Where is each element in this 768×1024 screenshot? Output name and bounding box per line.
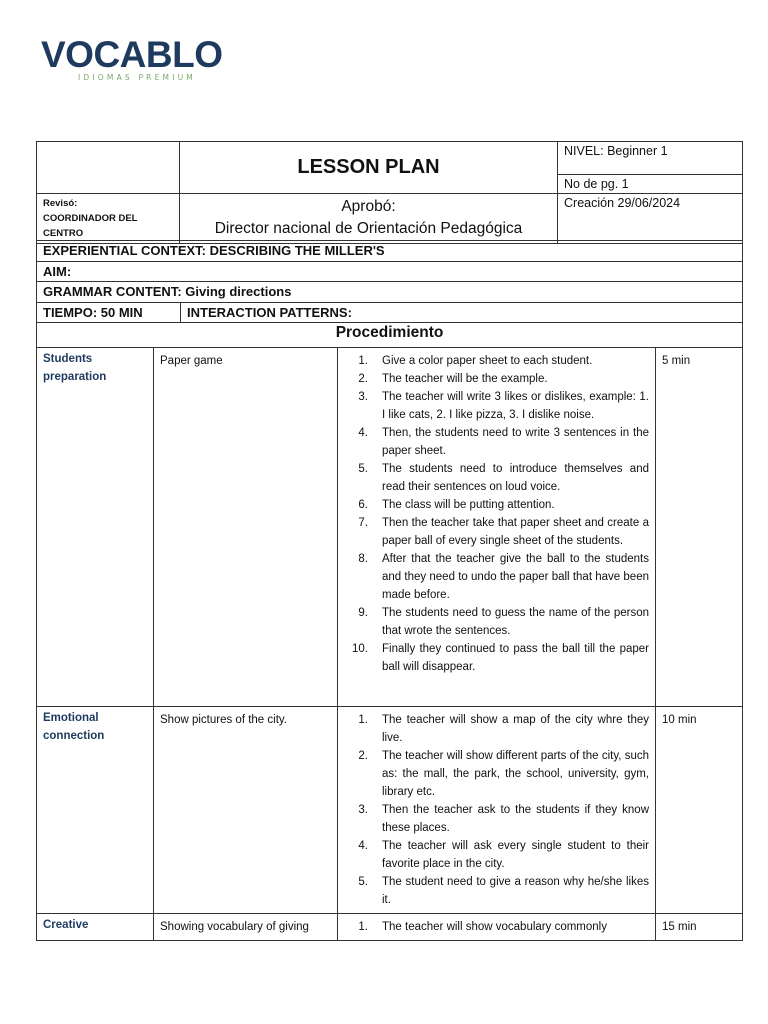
aprobo-cell: [180, 194, 558, 244]
stage-activity: Paper game: [154, 348, 338, 707]
list-item: 5. The students need to introduce themselves and read their sentences on loud voice.: [358, 463, 649, 493]
stage-steps: [338, 707, 656, 914]
lesson-plan-title: LESSON PLAN: [180, 142, 558, 194]
aprobo-label: Aprobó:: [341, 198, 396, 215]
stage-name: Emotional connection: [37, 707, 154, 914]
steps-list: [344, 711, 649, 909]
list-item: 3. Then the teacher ask to the students if they know these places.: [358, 804, 649, 834]
list-item: 9. The students need to guess the name of the person that wrote the sentences.: [358, 607, 649, 637]
creacion-field: Creación 29/06/2024: [558, 194, 743, 244]
vocablo-logo: [41, 36, 261, 86]
tiempo-field: TIEMPO: 50 MIN: [37, 302, 181, 323]
procedure-table: [36, 322, 743, 941]
list-item: 5. The student need to give a reason why he/she likes it.: [358, 876, 649, 906]
stage-activity: Show pictures of the city.: [154, 707, 338, 914]
list-item: 8. After that the teacher give the ball to the students and they need to undo the paper ball that have been made before.: [358, 553, 649, 601]
logo-tagline: IDIOMAS PREMIUM: [78, 73, 196, 82]
stage-steps: [338, 348, 656, 707]
list-item: 2. The teacher will show different parts of the city, such as: the mall, the park, the school, university, gym, library etc.: [358, 750, 649, 798]
header-blank-cell: [37, 142, 180, 194]
list-item: 4. Then, the students need to write 3 sentences in the paper sheet.: [358, 427, 649, 457]
list-item: 7. Then the teacher take that paper sheet and create a paper ball of every single sheet of the students.: [358, 517, 649, 547]
list-item: 10. Finally they continued to pass the ball till the paper ball will disappear.: [352, 643, 649, 673]
stage-steps: [338, 914, 656, 941]
stage-name: Students preparation: [37, 348, 154, 707]
list-item: 1. The teacher will show a map of the city whre they live.: [358, 714, 649, 744]
list-item: 4. The teacher will ask every single student to their favorite place in the city.: [358, 840, 649, 870]
list-item: 1. The teacher will show vocabulary commonly: [358, 921, 607, 933]
grammar-content: GRAMMAR CONTENT: Giving directions: [37, 282, 743, 303]
aprobo-value: Director nacional de Orientación Pedagógica: [214, 220, 523, 237]
steps-list: [344, 352, 649, 676]
stage-name: Creative: [37, 914, 154, 941]
list-item: 6. The class will be putting attention.: [358, 499, 555, 511]
logo-text: VOCABLO: [41, 34, 223, 75]
experiential-context: EXPERIENTIAL CONTEXT: DESCRIBING THE MILLER'S: [37, 241, 743, 262]
reviso-label: Revisó:: [43, 198, 78, 209]
nivel-field: NIVEL: Beginner 1: [558, 142, 743, 175]
list-item: 3. The teacher will write 3 likes or dislikes, example: 1. I like cats, 2. I like pizza, 3. I dislike noise.: [358, 391, 649, 421]
stage-activity: Showing vocabulary of giving: [154, 914, 338, 941]
stage-time: 10 min: [656, 707, 743, 914]
aim-row: AIM:: [37, 261, 743, 282]
reviso-cell: [37, 194, 180, 244]
procedure-title: Procedimiento: [37, 323, 743, 348]
logo-wordmark: [41, 36, 261, 73]
page-number-field: No de pg. 1: [558, 175, 743, 194]
stage-time: 15 min: [656, 914, 743, 941]
info-table: [36, 240, 743, 323]
list-item: 1. Give a color paper sheet to each student.: [358, 355, 593, 367]
list-item: 2. The teacher will be the example.: [358, 373, 548, 385]
reviso-value: COORDINADOR DEL CENTRO: [43, 213, 138, 239]
interaction-patterns: INTERACTION PATTERNS:: [181, 302, 743, 323]
steps-list: [344, 918, 649, 936]
header-table: [36, 141, 743, 244]
stage-time: 5 min: [656, 348, 743, 707]
